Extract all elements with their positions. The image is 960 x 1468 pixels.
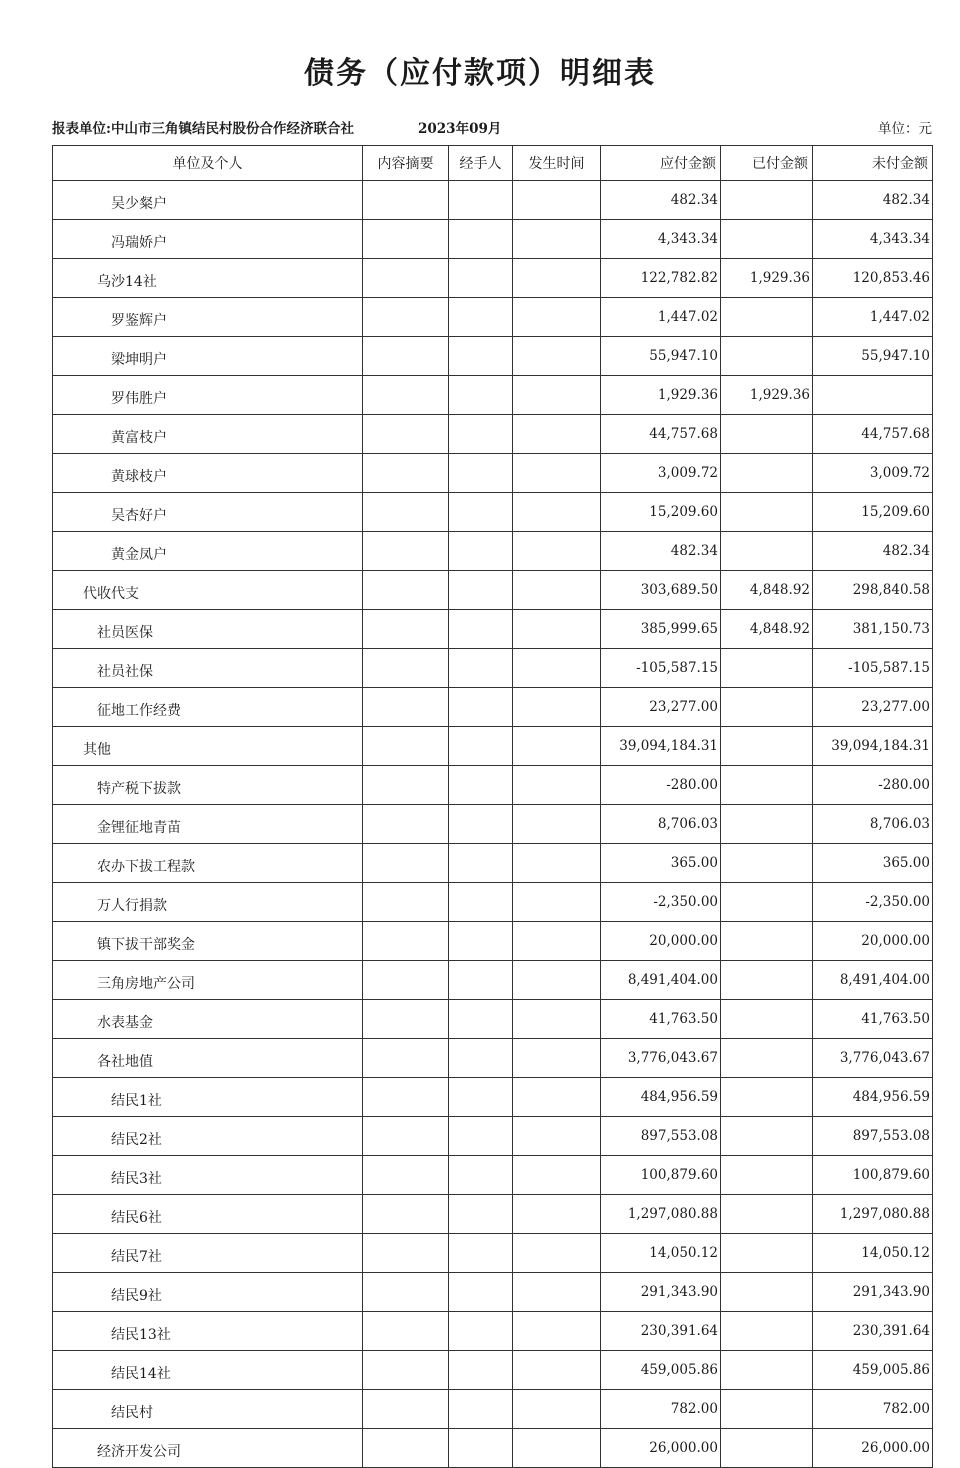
payable-cell: 14,050.12 (601, 1234, 721, 1273)
paid-cell (721, 961, 813, 1000)
col-header-unpaid: 未付金额 (813, 146, 933, 181)
date-cell (513, 688, 601, 727)
summary-cell (363, 649, 449, 688)
table-row (53, 415, 933, 454)
date-cell (513, 493, 601, 532)
table-row (53, 766, 933, 805)
handler-cell (449, 415, 513, 454)
summary-cell (363, 1078, 449, 1117)
unpaid-cell: 26,000.00 (813, 1429, 933, 1468)
summary-cell (363, 1156, 449, 1195)
col-header-handler: 经手人 (449, 146, 513, 181)
payable-cell: 1,929.36 (601, 376, 721, 415)
entity-cell: 结民3社 (53, 1156, 363, 1195)
table-row (53, 649, 933, 688)
entity-cell: 三角房地产公司 (53, 961, 363, 1000)
table-row (53, 1117, 933, 1156)
table-row (53, 454, 933, 493)
unpaid-cell: 15,209.60 (813, 493, 933, 532)
paid-cell (721, 220, 813, 259)
date-cell (513, 454, 601, 493)
unpaid-cell: 3,009.72 (813, 454, 933, 493)
unpaid-cell: 291,343.90 (813, 1273, 933, 1312)
unpaid-cell: 8,491,404.00 (813, 961, 933, 1000)
unpaid-cell: 4,343.34 (813, 220, 933, 259)
date-cell (513, 376, 601, 415)
payable-cell: 291,343.90 (601, 1273, 721, 1312)
date-cell (513, 1234, 601, 1273)
entity-cell: 结民村 (53, 1390, 363, 1429)
unpaid-cell: 44,757.68 (813, 415, 933, 454)
summary-cell (363, 1117, 449, 1156)
summary-cell (363, 376, 449, 415)
unpaid-cell: 14,050.12 (813, 1234, 933, 1273)
entity-cell: 结民13社 (53, 1312, 363, 1351)
payable-cell: -105,587.15 (601, 649, 721, 688)
handler-cell (449, 766, 513, 805)
paid-cell (721, 1234, 813, 1273)
payable-cell: 897,553.08 (601, 1117, 721, 1156)
page-title: 债务（应付款项）明细表 (304, 56, 656, 91)
date-cell (513, 922, 601, 961)
table-row (53, 961, 933, 1000)
paid-cell (721, 805, 813, 844)
table-row (53, 1195, 933, 1234)
paid-cell (721, 532, 813, 571)
payable-cell: 41,763.50 (601, 1000, 721, 1039)
table-row (53, 337, 933, 376)
entity-cell: 经济开发公司 (53, 1429, 363, 1468)
handler-cell (449, 1429, 513, 1468)
currency-unit: 单位：元 (878, 121, 932, 137)
table-row (53, 1156, 933, 1195)
summary-cell (363, 1429, 449, 1468)
summary-cell (363, 844, 449, 883)
payable-cell: 3,776,043.67 (601, 1039, 721, 1078)
handler-cell (449, 259, 513, 298)
date-cell (513, 610, 601, 649)
summary-cell (363, 922, 449, 961)
entity-cell: 结民9社 (53, 1273, 363, 1312)
unpaid-cell: 8,706.03 (813, 805, 933, 844)
table-row (53, 1234, 933, 1273)
table-header-row (53, 146, 933, 181)
table-row (53, 883, 933, 922)
table-row (53, 727, 933, 766)
paid-cell (721, 493, 813, 532)
entity-cell: 万人行捐款 (53, 883, 363, 922)
payable-cell: 482.34 (601, 532, 721, 571)
paid-cell (721, 727, 813, 766)
unpaid-cell: 100,879.60 (813, 1156, 933, 1195)
unpaid-cell: 120,853.46 (813, 259, 933, 298)
summary-cell (363, 415, 449, 454)
summary-cell (363, 1039, 449, 1078)
date-cell (513, 1390, 601, 1429)
summary-cell (363, 532, 449, 571)
payable-cell: 8,491,404.00 (601, 961, 721, 1000)
date-cell (513, 1351, 601, 1390)
table-row (53, 1390, 933, 1429)
summary-cell (363, 298, 449, 337)
handler-cell (449, 844, 513, 883)
handler-cell (449, 493, 513, 532)
entity-cell: 黄球枝户 (53, 454, 363, 493)
paid-cell (721, 1390, 813, 1429)
paid-cell (721, 1273, 813, 1312)
unpaid-cell: 41,763.50 (813, 1000, 933, 1039)
handler-cell (449, 1039, 513, 1078)
handler-cell (449, 961, 513, 1000)
entity-cell: 结民1社 (53, 1078, 363, 1117)
paid-cell (721, 1429, 813, 1468)
summary-cell (363, 259, 449, 298)
paid-cell (721, 298, 813, 337)
summary-cell (363, 454, 449, 493)
entity-cell: 结民7社 (53, 1234, 363, 1273)
unpaid-cell: 482.34 (813, 181, 933, 220)
table-row (53, 571, 933, 610)
table-row (53, 220, 933, 259)
paid-cell (721, 649, 813, 688)
unpaid-cell: 298,840.58 (813, 571, 933, 610)
table-row (53, 805, 933, 844)
payable-cell: 122,782.82 (601, 259, 721, 298)
date-cell (513, 1312, 601, 1351)
handler-cell (449, 298, 513, 337)
handler-cell (449, 805, 513, 844)
table-row (53, 1078, 933, 1117)
paid-cell: 1,929.36 (721, 376, 813, 415)
col-header-paid: 已付金额 (721, 146, 813, 181)
paid-cell (721, 844, 813, 883)
entity-cell: 冯瑞娇户 (53, 220, 363, 259)
date-cell (513, 181, 601, 220)
payable-cell: 1,297,080.88 (601, 1195, 721, 1234)
reporting-unit: 报表单位:中山市三角镇结民村股份合作经济联合社 (52, 121, 354, 137)
entity-cell: 罗伟胜户 (53, 376, 363, 415)
col-header-summary: 内容摘要 (363, 146, 449, 181)
table-row (53, 1429, 933, 1468)
payable-cell: 100,879.60 (601, 1156, 721, 1195)
summary-cell (363, 493, 449, 532)
handler-cell (449, 1000, 513, 1039)
table-row (53, 610, 933, 649)
unpaid-cell: 782.00 (813, 1390, 933, 1429)
handler-cell (449, 1351, 513, 1390)
table-body (53, 181, 933, 1468)
unpaid-cell: 1,447.02 (813, 298, 933, 337)
date-cell (513, 532, 601, 571)
paid-cell (721, 1312, 813, 1351)
handler-cell (449, 1312, 513, 1351)
unpaid-cell: 230,391.64 (813, 1312, 933, 1351)
summary-cell (363, 1000, 449, 1039)
date-cell (513, 727, 601, 766)
payable-cell: 39,094,184.31 (601, 727, 721, 766)
entity-cell: 社员医保 (53, 610, 363, 649)
handler-cell (449, 1390, 513, 1429)
summary-cell (363, 1312, 449, 1351)
unpaid-cell: 365.00 (813, 844, 933, 883)
unpaid-cell: 897,553.08 (813, 1117, 933, 1156)
paid-cell (721, 1039, 813, 1078)
entity-cell: 各社地值 (53, 1039, 363, 1078)
unpaid-cell: -2,350.00 (813, 883, 933, 922)
date-cell (513, 415, 601, 454)
entity-cell: 罗鉴辉户 (53, 298, 363, 337)
unpaid-cell: 482.34 (813, 532, 933, 571)
entity-cell: 镇下拔干部奖金 (53, 922, 363, 961)
summary-cell (363, 688, 449, 727)
summary-cell (363, 1390, 449, 1429)
entity-cell: 代收代支 (53, 571, 363, 610)
summary-cell (363, 610, 449, 649)
date-cell (513, 883, 601, 922)
date-cell (513, 571, 601, 610)
table-row (53, 493, 933, 532)
table-row (53, 1351, 933, 1390)
summary-cell (363, 571, 449, 610)
paid-cell (721, 1351, 813, 1390)
entity-cell: 吴少粲户 (53, 181, 363, 220)
payable-cell: 44,757.68 (601, 415, 721, 454)
date-cell (513, 1273, 601, 1312)
payable-cell: 3,009.72 (601, 454, 721, 493)
unpaid-cell: 3,776,043.67 (813, 1039, 933, 1078)
payable-cell: 23,277.00 (601, 688, 721, 727)
payable-cell: 1,447.02 (601, 298, 721, 337)
table-row (53, 1039, 933, 1078)
unpaid-cell: 55,947.10 (813, 337, 933, 376)
table-row (53, 532, 933, 571)
handler-cell (449, 610, 513, 649)
handler-cell (449, 1156, 513, 1195)
col-header-entity: 单位及个人 (53, 146, 363, 181)
date-cell (513, 1156, 601, 1195)
table-row (53, 376, 933, 415)
date-cell (513, 259, 601, 298)
table-row (53, 1312, 933, 1351)
date-cell (513, 766, 601, 805)
handler-cell (449, 337, 513, 376)
entity-cell: 结民2社 (53, 1117, 363, 1156)
unpaid-cell: 39,094,184.31 (813, 727, 933, 766)
payables-detail-table (52, 145, 933, 1468)
handler-cell (449, 220, 513, 259)
unpaid-cell: 1,297,080.88 (813, 1195, 933, 1234)
payable-cell: 26,000.00 (601, 1429, 721, 1468)
handler-cell (449, 922, 513, 961)
unpaid-cell: 459,005.86 (813, 1351, 933, 1390)
date-cell (513, 961, 601, 1000)
entity-cell: 其他 (53, 727, 363, 766)
date-cell (513, 337, 601, 376)
summary-cell (363, 181, 449, 220)
handler-cell (449, 376, 513, 415)
paid-cell: 4,848.92 (721, 610, 813, 649)
report-period: 2023年09月 (418, 121, 502, 137)
entity-cell: 吴杏好户 (53, 493, 363, 532)
entity-cell: 结民14社 (53, 1351, 363, 1390)
handler-cell (449, 883, 513, 922)
entity-cell: 社员社保 (53, 649, 363, 688)
date-cell (513, 220, 601, 259)
summary-cell (363, 1234, 449, 1273)
paid-cell (721, 181, 813, 220)
date-cell (513, 1195, 601, 1234)
payable-cell: 20,000.00 (601, 922, 721, 961)
table-row (53, 1000, 933, 1039)
handler-cell (449, 532, 513, 571)
entity-cell: 梁坤明户 (53, 337, 363, 376)
unpaid-cell: 20,000.00 (813, 922, 933, 961)
table-row (53, 298, 933, 337)
handler-cell (449, 1234, 513, 1273)
paid-cell: 4,848.92 (721, 571, 813, 610)
paid-cell (721, 415, 813, 454)
entity-cell: 水表基金 (53, 1000, 363, 1039)
paid-cell (721, 883, 813, 922)
paid-cell (721, 337, 813, 376)
summary-cell (363, 961, 449, 1000)
entity-cell: 农办下拔工程款 (53, 844, 363, 883)
date-cell (513, 1117, 601, 1156)
paid-cell (721, 454, 813, 493)
col-header-payable: 应付金额 (601, 146, 721, 181)
table-row (53, 688, 933, 727)
entity-cell: 黄金凤户 (53, 532, 363, 571)
date-cell (513, 1429, 601, 1468)
date-cell (513, 1078, 601, 1117)
table-row (53, 922, 933, 961)
handler-cell (449, 1117, 513, 1156)
handler-cell (449, 1078, 513, 1117)
handler-cell (449, 727, 513, 766)
unpaid-cell: -105,587.15 (813, 649, 933, 688)
payable-cell: 484,956.59 (601, 1078, 721, 1117)
date-cell (513, 844, 601, 883)
paid-cell: 1,929.36 (721, 259, 813, 298)
table-row (53, 844, 933, 883)
entity-cell: 特产税下拔款 (53, 766, 363, 805)
summary-cell (363, 766, 449, 805)
payable-cell: 8,706.03 (601, 805, 721, 844)
table-row (53, 1273, 933, 1312)
summary-cell (363, 337, 449, 376)
payable-cell: 782.00 (601, 1390, 721, 1429)
handler-cell (449, 688, 513, 727)
col-header-date: 发生时间 (513, 146, 601, 181)
payable-cell: 15,209.60 (601, 493, 721, 532)
summary-cell (363, 1351, 449, 1390)
unpaid-cell: 484,956.59 (813, 1078, 933, 1117)
table-row (53, 259, 933, 298)
payable-cell: 4,343.34 (601, 220, 721, 259)
paid-cell (721, 922, 813, 961)
paid-cell (721, 1195, 813, 1234)
paid-cell (721, 1156, 813, 1195)
payable-cell: -280.00 (601, 766, 721, 805)
unpaid-cell: 381,150.73 (813, 610, 933, 649)
summary-cell (363, 727, 449, 766)
handler-cell (449, 1273, 513, 1312)
handler-cell (449, 649, 513, 688)
date-cell (513, 649, 601, 688)
payable-cell: 365.00 (601, 844, 721, 883)
date-cell (513, 298, 601, 337)
paid-cell (721, 688, 813, 727)
payable-cell: 303,689.50 (601, 571, 721, 610)
handler-cell (449, 1195, 513, 1234)
summary-cell (363, 1195, 449, 1234)
summary-cell (363, 1273, 449, 1312)
entity-cell: 结民6社 (53, 1195, 363, 1234)
handler-cell (449, 571, 513, 610)
table-row (53, 181, 933, 220)
unpaid-cell: -280.00 (813, 766, 933, 805)
date-cell (513, 805, 601, 844)
payable-cell: 55,947.10 (601, 337, 721, 376)
unpaid-cell (813, 376, 933, 415)
entity-cell: 金锂征地青苗 (53, 805, 363, 844)
payable-cell: 459,005.86 (601, 1351, 721, 1390)
payable-cell: 230,391.64 (601, 1312, 721, 1351)
date-cell (513, 1000, 601, 1039)
unpaid-cell: 23,277.00 (813, 688, 933, 727)
entity-cell: 征地工作经费 (53, 688, 363, 727)
entity-cell: 乌沙14社 (53, 259, 363, 298)
payable-cell: 385,999.65 (601, 610, 721, 649)
payable-cell: -2,350.00 (601, 883, 721, 922)
paid-cell (721, 1000, 813, 1039)
payable-cell: 482.34 (601, 181, 721, 220)
summary-cell (363, 805, 449, 844)
paid-cell (721, 1078, 813, 1117)
summary-cell (363, 883, 449, 922)
handler-cell (449, 454, 513, 493)
paid-cell (721, 766, 813, 805)
summary-cell (363, 220, 449, 259)
entity-cell: 黄富枝户 (53, 415, 363, 454)
date-cell (513, 1039, 601, 1078)
paid-cell (721, 1117, 813, 1156)
handler-cell (449, 181, 513, 220)
